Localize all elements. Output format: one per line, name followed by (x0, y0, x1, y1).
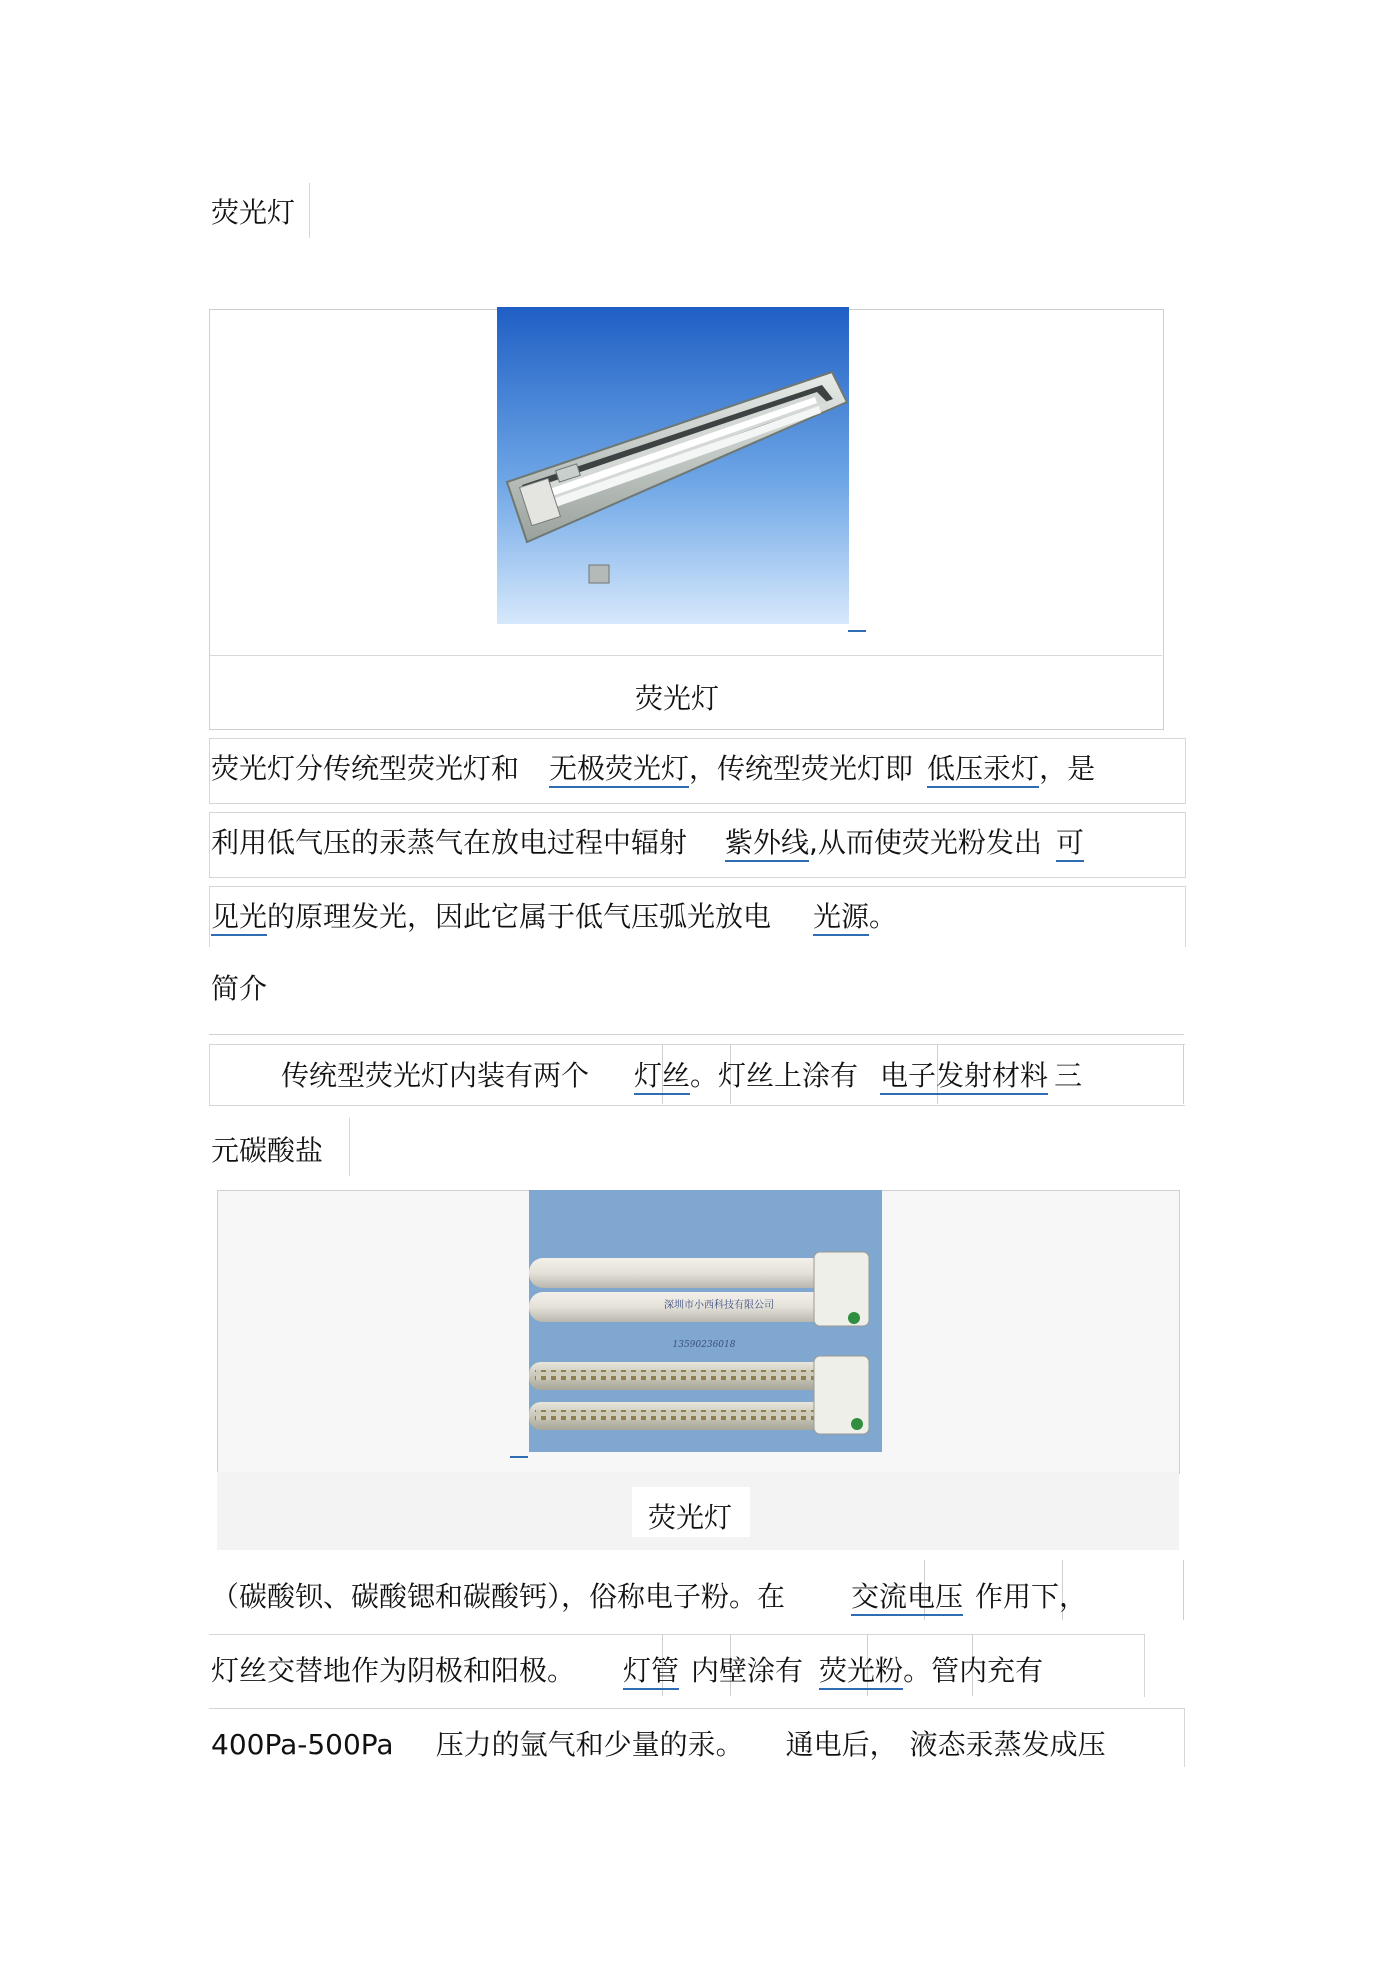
link-yingguangfen[interactable]: 荧光粉 (819, 1654, 903, 1690)
text-span: 三 (1054, 1059, 1083, 1092)
figure-2-label-number: 13590236018 (672, 1340, 736, 1350)
figure-2-caption: 荧光灯 (648, 1501, 733, 1534)
text-span: 400Pa-500Pa (211, 1728, 394, 1761)
link-kejianguang-part2[interactable]: 见光 (211, 900, 267, 936)
text-span: 。灯丝上涂有 (690, 1059, 859, 1092)
link-diya-gongdeng[interactable]: 低压汞灯 (927, 752, 1039, 788)
figure-2-link-marker[interactable] (510, 1456, 528, 1458)
text-span: 通电后， (785, 1728, 898, 1761)
link-guangyuan[interactable]: 光源 (813, 900, 869, 936)
link-dengguan[interactable]: 灯管 (623, 1654, 679, 1690)
para2-line2: 元碳酸盐 (211, 1134, 324, 1167)
para3-line3 (211, 1726, 1106, 1764)
para3-line2 (211, 1652, 1043, 1690)
section-rule (209, 1034, 1184, 1035)
text-span: ，传统型荧光灯即 (689, 752, 914, 785)
text-span: 荧光灯分传统型荧光灯和 (211, 752, 520, 785)
figure-1-divider (210, 655, 1162, 656)
figure-1-caption: 荧光灯 (635, 682, 720, 715)
text-span: 内壁涂有 (691, 1654, 804, 1687)
link-kejianguang-part1[interactable]: 可 (1056, 826, 1084, 862)
page-title: 荧光灯 (211, 196, 296, 229)
text-span: 灯丝交替地作为阴极和阳极。 (211, 1654, 576, 1687)
para2-line1 (281, 1057, 1082, 1095)
figure-1-link-marker[interactable] (848, 630, 866, 632)
figure-2-image[interactable] (529, 1190, 882, 1452)
para3-cell-sep (1183, 1560, 1184, 1620)
text-span: 。管内充有 (903, 1654, 1044, 1687)
section-heading: 简介 (211, 972, 268, 1005)
text-span: 利用低气压的汞蒸气在放电过程中辐射 (211, 826, 688, 859)
text-span: 。 (869, 900, 898, 933)
text-span: （碳酸钡、碳酸锶和碳酸钙），俗称电子粉。在 (211, 1580, 786, 1613)
text-span: 传统型荧光灯内装有两个 (281, 1059, 590, 1092)
figure-1-image[interactable] (497, 307, 849, 624)
text-span: 压力的氩气和少量的汞。 (435, 1728, 744, 1761)
text-span: 液态汞蒸发成压 (909, 1728, 1106, 1761)
para1-line2 (211, 824, 1084, 862)
para2-cell-sep (1183, 1044, 1184, 1104)
link-wuji-yingguangdeng[interactable]: 无极荧光灯 (549, 752, 689, 788)
text-span: ，是 (1039, 752, 1096, 785)
para1-line1 (211, 750, 1095, 788)
link-jiaoliu-dianya[interactable]: 交流电压 (851, 1580, 963, 1616)
link-ziwaixian[interactable]: 紫外线 (725, 826, 809, 862)
link-dengsi[interactable]: 灯丝 (634, 1059, 690, 1095)
text-span: 作用下， (975, 1580, 1088, 1613)
para1-line3 (211, 898, 897, 936)
para3-line1 (211, 1578, 1087, 1616)
text-span: ,从而使荧光粉发出 (809, 826, 1042, 859)
text-span: 的原理发光，因此它属于低气压弧光放电 (267, 900, 772, 933)
link-dianzi-fashe-cailiao[interactable]: 电子发射材料 (880, 1059, 1048, 1095)
figure-2-label-text: 深圳市小西科技有限公司 (664, 1300, 774, 1311)
